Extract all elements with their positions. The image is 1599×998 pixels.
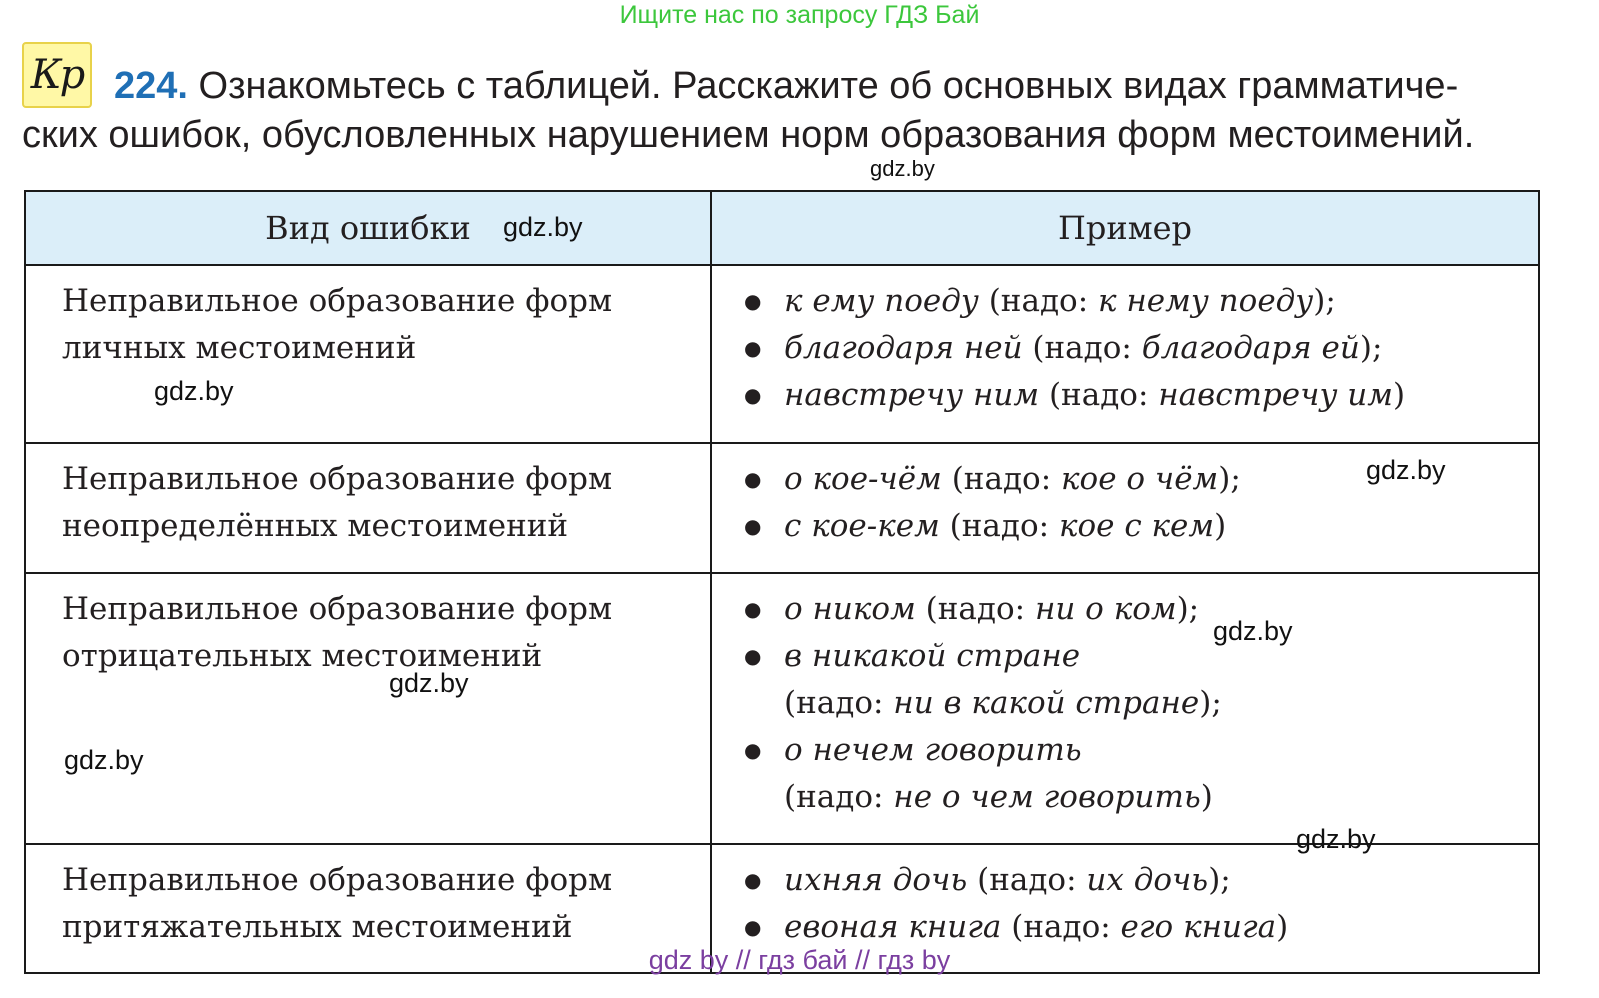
example-lead: (надо: bbox=[784, 685, 894, 721]
example-right: их дочь bbox=[1086, 862, 1209, 898]
example-lead: (надо: bbox=[784, 779, 894, 815]
error-type-line: Неправильное образование форм bbox=[62, 862, 613, 898]
error-type-line: притяжательных местоимений bbox=[62, 909, 573, 945]
example-lead: (надо: bbox=[967, 862, 1087, 898]
example-wrong: ихняя дочь bbox=[784, 862, 968, 898]
example-tail: ) bbox=[1214, 508, 1227, 544]
bullet-icon: ● bbox=[744, 597, 762, 621]
example-wrong: евоная книга bbox=[784, 909, 1002, 945]
watermark: gdz.by bbox=[1213, 616, 1293, 646]
example-wrong: о ником bbox=[784, 591, 916, 627]
example-item bbox=[744, 774, 1538, 821]
errors-table bbox=[24, 190, 1540, 974]
error-type-cell bbox=[25, 443, 711, 573]
bullet-icon: ● bbox=[744, 467, 762, 491]
example-wrong: с кое-кем bbox=[784, 508, 940, 544]
example-item bbox=[744, 857, 1538, 904]
watermark: gdz.by bbox=[1296, 824, 1376, 854]
example-right: кое с кем bbox=[1058, 508, 1215, 544]
example-tail: ) bbox=[1392, 377, 1406, 413]
example-item bbox=[744, 372, 1538, 419]
example-item bbox=[744, 727, 1538, 774]
error-type-line: Неправильное образование форм bbox=[62, 461, 613, 497]
example-tail: ); bbox=[1218, 461, 1241, 497]
table-row bbox=[25, 443, 1539, 573]
bullet-icon: ● bbox=[744, 738, 762, 762]
example-cell bbox=[711, 265, 1539, 443]
watermark: gdz.by bbox=[64, 745, 144, 775]
table-row bbox=[25, 265, 1539, 443]
bullet-icon: ● bbox=[744, 644, 762, 668]
example-tail: ) bbox=[1200, 779, 1213, 815]
example-tail: ); bbox=[1208, 862, 1231, 898]
example-right: его книга bbox=[1120, 909, 1277, 945]
example-right: не о чем говорить bbox=[893, 779, 1201, 815]
section-badge-icon: Кр bbox=[22, 42, 92, 108]
example-item bbox=[744, 325, 1538, 372]
error-type-line: Неправильное образование форм bbox=[62, 591, 613, 627]
example-lead: (надо: bbox=[915, 591, 1035, 627]
error-type-line: неопределённых местоимений bbox=[62, 508, 569, 544]
watermark: gdz.by bbox=[389, 668, 469, 698]
example-right: кое о чём bbox=[1061, 461, 1219, 497]
example-lead: (надо: bbox=[1022, 330, 1142, 366]
task-line-2: ских ошибок, обусловленных нарушением норм образования форм местоимений. bbox=[22, 114, 1475, 156]
table-row bbox=[25, 573, 1539, 844]
example-item bbox=[744, 633, 1538, 680]
task-line-1: Ознакомьтесь с таблицей. Расскажите об основных видах грамматиче- bbox=[187, 65, 1459, 107]
example-tail: ); bbox=[1176, 591, 1200, 627]
task-number: 224. bbox=[114, 65, 188, 107]
header-error-type: Вид ошибки bbox=[25, 191, 711, 265]
example-right: к нему поеду bbox=[1098, 283, 1314, 319]
watermark: gdz.by bbox=[154, 376, 234, 406]
search-banner: Ищите нас по запросу ГДЗ Бай bbox=[619, 1, 980, 29]
footer-links: gdz by // гдз бай // гдз by bbox=[648, 945, 951, 975]
example-lead: (надо: bbox=[1001, 909, 1121, 945]
error-type-cell bbox=[25, 573, 711, 844]
header-example: Пример bbox=[711, 191, 1539, 265]
example-tail: ) bbox=[1276, 909, 1289, 945]
bullet-icon: ● bbox=[744, 868, 762, 892]
bullet-icon: ● bbox=[744, 289, 762, 313]
bullet-icon: ● bbox=[744, 514, 762, 538]
example-tail: ); bbox=[1199, 685, 1222, 721]
example-tail: ); bbox=[1359, 330, 1383, 366]
example-wrong: к ему поеду bbox=[784, 283, 979, 319]
example-lead: (надо: bbox=[939, 508, 1059, 544]
example-right: навстречу им bbox=[1158, 377, 1393, 413]
watermark: gdz.by bbox=[870, 156, 935, 181]
error-type-line: Неправильное образование форм bbox=[62, 283, 613, 319]
example-wrong: в никакой стране bbox=[784, 638, 1081, 674]
example-lead: (надо: bbox=[941, 461, 1062, 497]
example-item bbox=[744, 503, 1538, 550]
error-type-line: отрицательных местоимений bbox=[62, 638, 543, 674]
example-wrong: навстречу ним bbox=[784, 377, 1040, 413]
watermark: gdz.by bbox=[1366, 455, 1446, 485]
example-tail: ); bbox=[1313, 283, 1336, 319]
error-type-cell bbox=[25, 265, 711, 443]
example-cell bbox=[711, 573, 1539, 844]
bullet-icon: ● bbox=[744, 915, 762, 939]
task-text bbox=[22, 62, 1542, 160]
error-type-line: личных местоимений bbox=[62, 330, 417, 366]
example-item bbox=[744, 680, 1538, 727]
watermark: gdz.by bbox=[503, 212, 583, 242]
example-lead: (надо: bbox=[1039, 377, 1159, 413]
example-item bbox=[744, 586, 1538, 633]
example-wrong: благодаря ней bbox=[784, 330, 1023, 366]
example-right: ни о ком bbox=[1034, 591, 1177, 627]
example-wrong: о кое-чём bbox=[784, 461, 942, 497]
bullet-icon: ● bbox=[744, 383, 762, 407]
example-right: благодаря ей bbox=[1141, 330, 1360, 366]
example-right: ни в какой стране bbox=[893, 685, 1200, 721]
example-wrong: о нечем говорить bbox=[784, 732, 1082, 768]
example-lead: (надо: bbox=[978, 283, 1099, 319]
bullet-icon: ● bbox=[744, 336, 762, 360]
example-item bbox=[744, 278, 1538, 325]
